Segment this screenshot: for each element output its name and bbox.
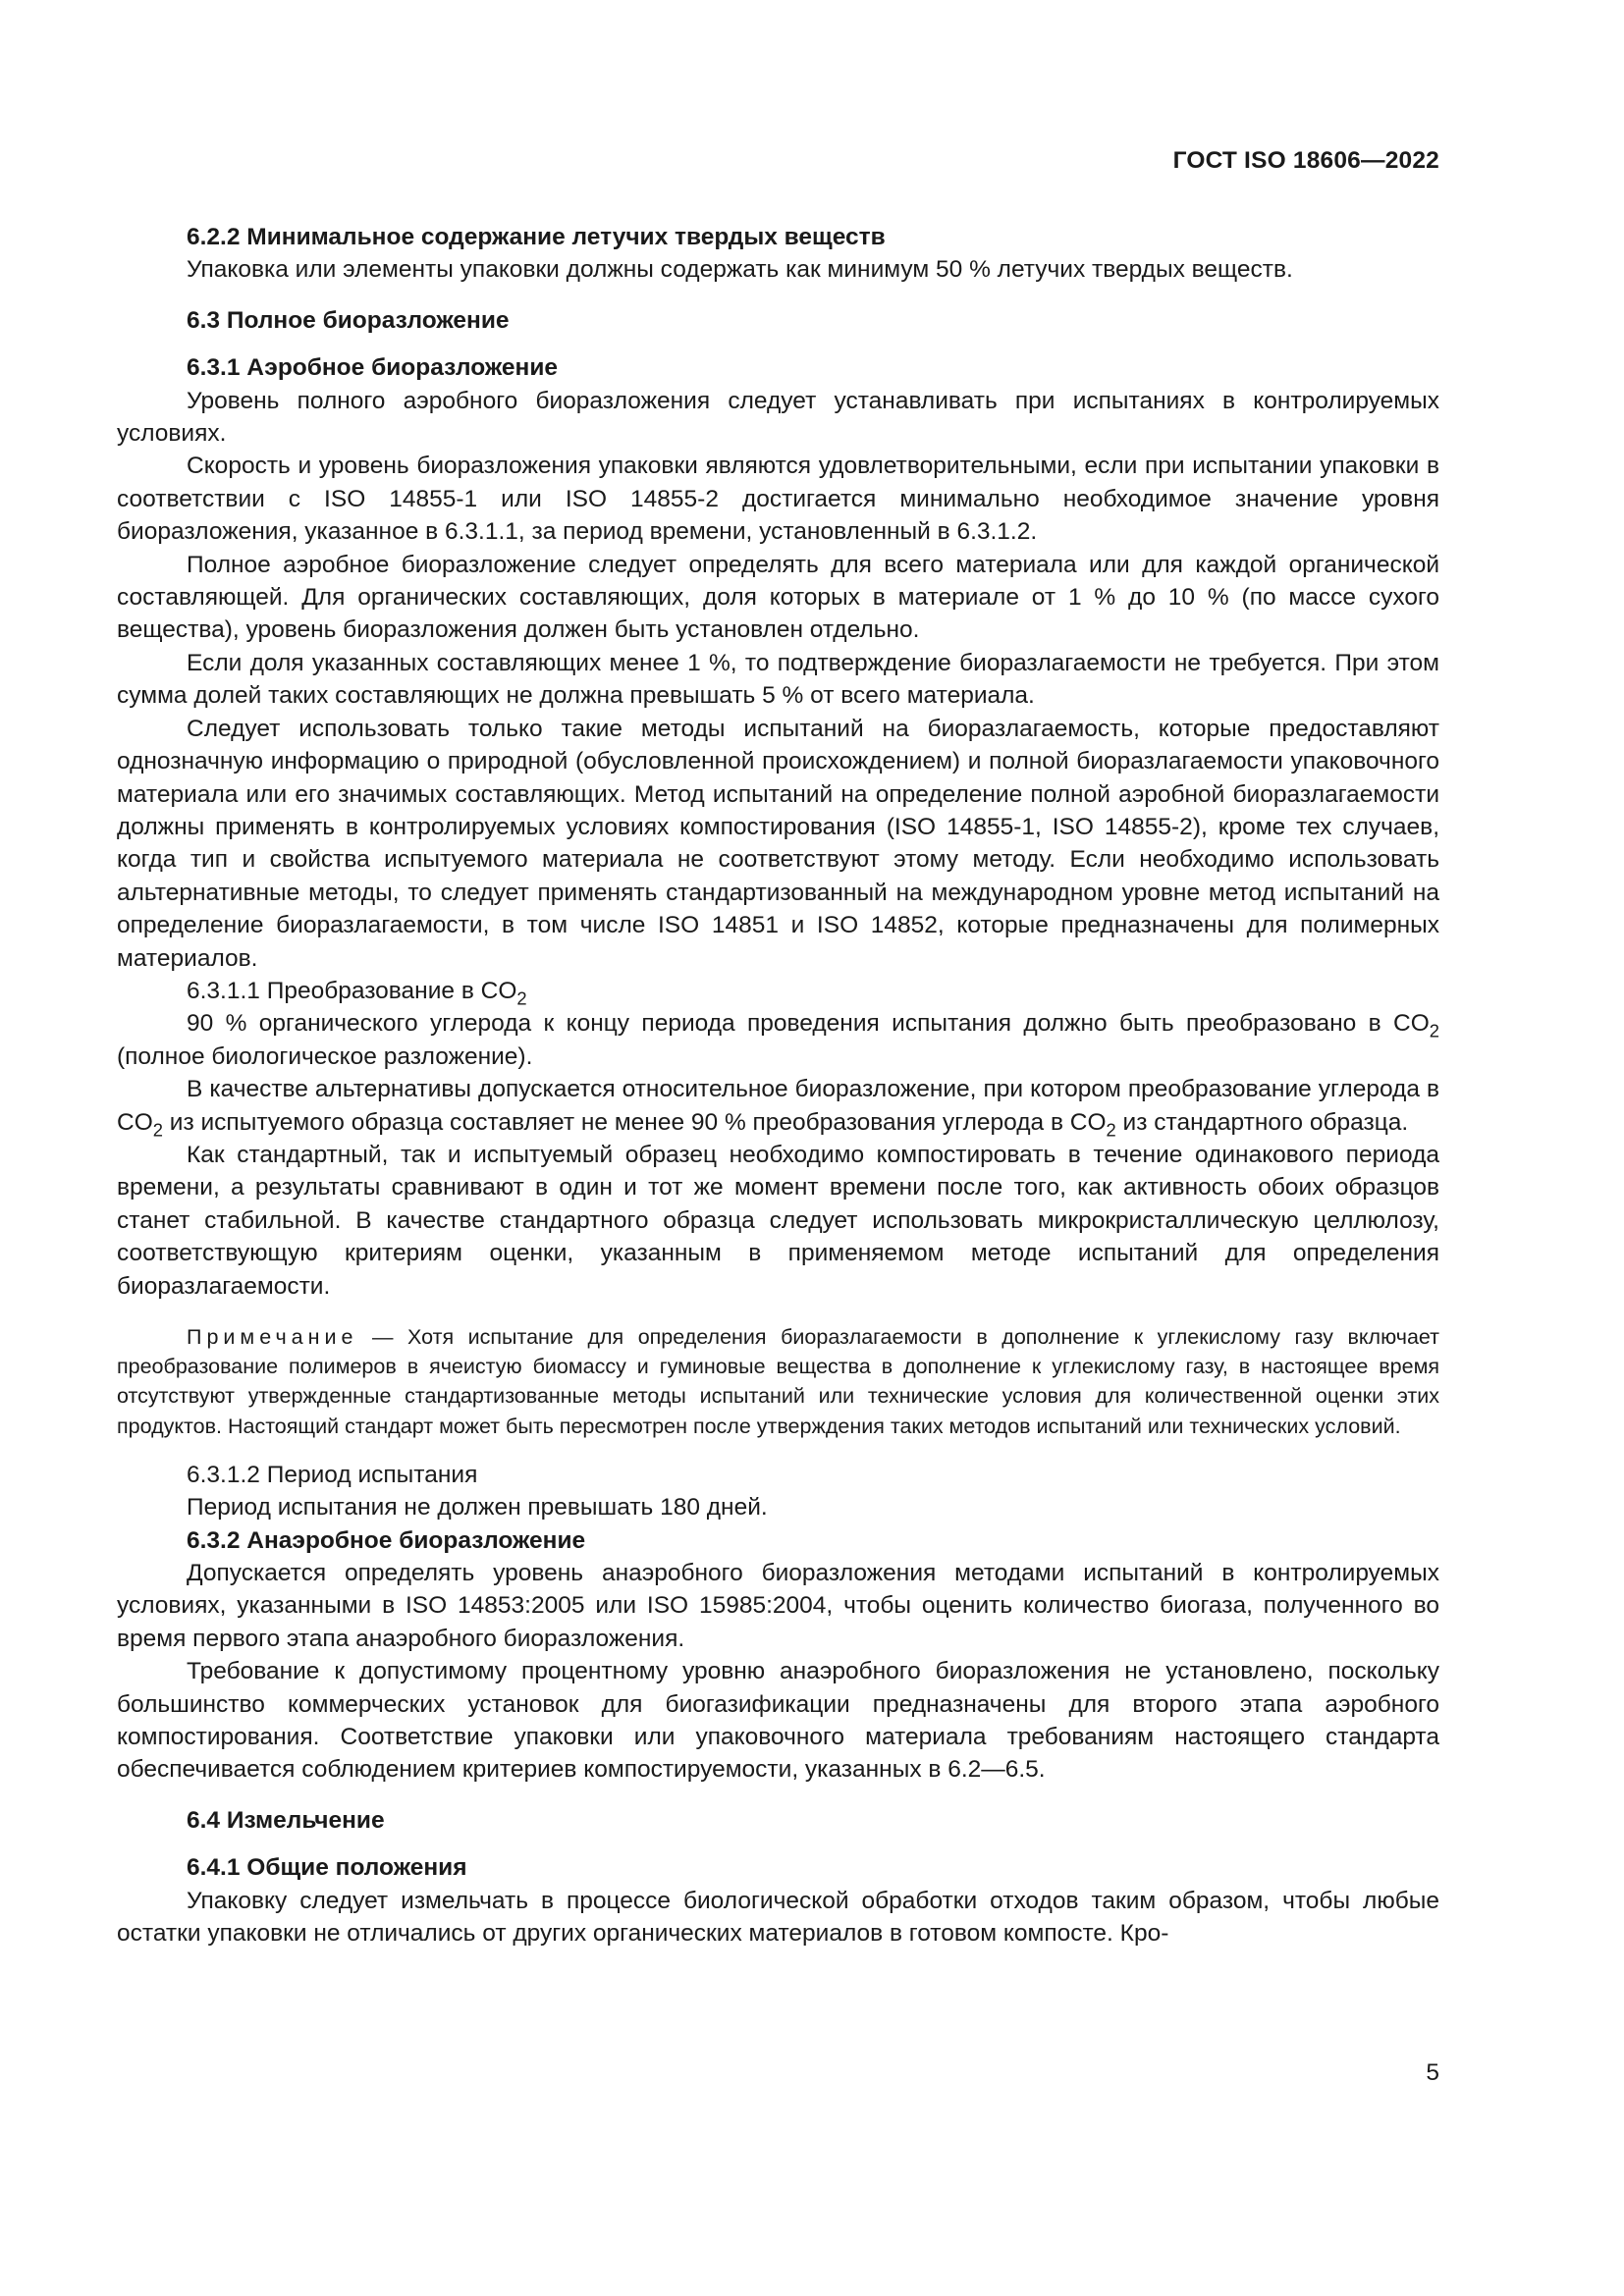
section-6-3-1-2-title: 6.3.1.2 Период испытания [187, 1461, 478, 1488]
paragraph: В качестве альтернативы допускается относительное биоразложение, при котором преобразование углерода в $CO_2$ из испытуемого образца составляет не менее 90 % преобразования углерода в $CO_2$ из стандартного образца. [117, 1076, 1439, 1140]
paragraph: 90 % органического углерода к концу периода проведения испытания должно быть преобразовано в $CO_2$ (полное биологическое разложение). [117, 1010, 1439, 1070]
paragraph: Упаковку следует измельчать в процессе биологической обработки отходов таким образом, чтобы любые остатки упаковки не отличались от других органических материалов в готовом компосте. Кро- [117, 1887, 1439, 1948]
paragraph: Упаковка или элементы упаковки должны содержать как минимум 50 % летучих твердых веществ. [187, 256, 1293, 284]
section-6-4-1-title: 6.4.1 Общие положения [187, 1854, 467, 1882]
document-designation: ГОСТ ISO 18606—2022 [1172, 147, 1439, 174]
page-number: 5 [1426, 2059, 1439, 2086]
section-6-2-2-title: 6.2.2 Минимальное содержание летучих твердых веществ [187, 224, 886, 250]
section-6-4-title: 6.4 Измельчение [187, 1806, 385, 1834]
note [117, 1322, 1439, 1441]
paragraph: Скорость и уровень биоразложения упаковки являются удовлетворительными, если при испытании упаковки в соответствии с ISO 14855-1 или ISO 14855-2 достигается минимально необходимое значение уровня биоразложения, указанное в 6.3.1.1, за период времени, установленный в 6.3.1.2. [117, 453, 1439, 546]
section-6-3-title: 6.3 Полное биоразложение [187, 306, 510, 334]
paragraph: Как стандартный, так и испытуемый образец необходимо компостировать в течение одинакового периода времени, а результаты сравнивают в один и тот же момент времени после того, как активность обоих образцов станет стабильной. В качестве стандартного образца следует использовать микрокристаллическую целлюлозу, соответствующую критериям оценки, указанным в применяемом методе испытаний для определения биоразлагаемости. [117, 1141, 1439, 1300]
note-label: Примечание [187, 1325, 358, 1349]
paragraph: Если доля указанных составляющих менее 1 %, то подтверждение биоразлагаемости не требуется. При этом сумма долей таких составляющих не должна превышать 5 % от всего материала. [117, 649, 1439, 710]
paragraph: Следует использовать только такие методы испытаний на биоразлагаемость, которые предоставляют однозначную информацию о природной (обусловленной происхождением) и полной биоразлагаемости упаковочного материала или его значимых составляющих. Метод испытаний на определение полной аэробной биоразлагаемости должны применять в контролируемых условиях компостирования (ISO 14855-1, ISO 14855-2), кроме тех случаев, когда тип и свойства испытуемого материала не соответствуют этому методу. Если необходимо использовать альтернативные методы, то следует применять стандартизованный на международном уровне метод испытаний на определение биоразлагаемости, в том числе ISO 14851 и ISO 14852, которые предназначены для полимерных материалов. [117, 715, 1439, 972]
paragraph: Требование к допустимому процентному уровню анаэробного биоразложения не установлено, поскольку большинство коммерческих установок для биогазификации предназначены для второго этапа аэробного компостирования. Соответствие упаковки или упаковочного материала требованиям настоящего стандарта обеспечивается соблюдением критериев компостируемости, указанных в 6.2—6.5. [117, 1658, 1439, 1784]
paragraph: Период испытания не должен превышать 180 дней. [187, 1494, 768, 1522]
paragraph: Уровень полного аэробного биоразложения следует устанавливать при испытаниях в контролируемых условиях. [117, 387, 1439, 448]
page-body [117, 221, 1439, 1950]
note-text: — Хотя испытание для определения биоразлагаемости в дополнение к углекислому газу включает преобразование полимеров в ячеистую биомассу и гуминовые вещества в дополнение к углекислому газу, в настоящее время отсутствуют утвержденные стандартизованные методы испытаний или технические условия для количественной оценки этих продуктов. Настоящий стандарт может быть пересмотрен после утверждения таких методов испытаний или технических условий. [117, 1325, 1439, 1438]
paragraph: Полное аэробное биоразложение следует определять для всего материала или для каждой органической составляющей. Для органических составляющих, доля которых в материале от 1 % до 10 % (по массе сухого вещества), уровень биоразложения должен быть установлен отдельно. [117, 551, 1439, 644]
section-6-3-2-title: 6.3.2 Анаэробное биоразложение [187, 1526, 586, 1554]
section-6-3-1-1-title: 6.3.1.1 Преобразование в $CO_2$ [187, 977, 527, 1009]
section-6-3-1-title: 6.3.1 Аэробное биоразложение [187, 354, 559, 382]
paragraph: Допускается определять уровень анаэробного биоразложения методами испытаний в контролируемых условиях, указанными в ISO 14853:2005 или ISO 15985:2004, чтобы оценить количество биогаза, полученного во время первого этапа анаэробного биоразложения. [117, 1560, 1439, 1652]
